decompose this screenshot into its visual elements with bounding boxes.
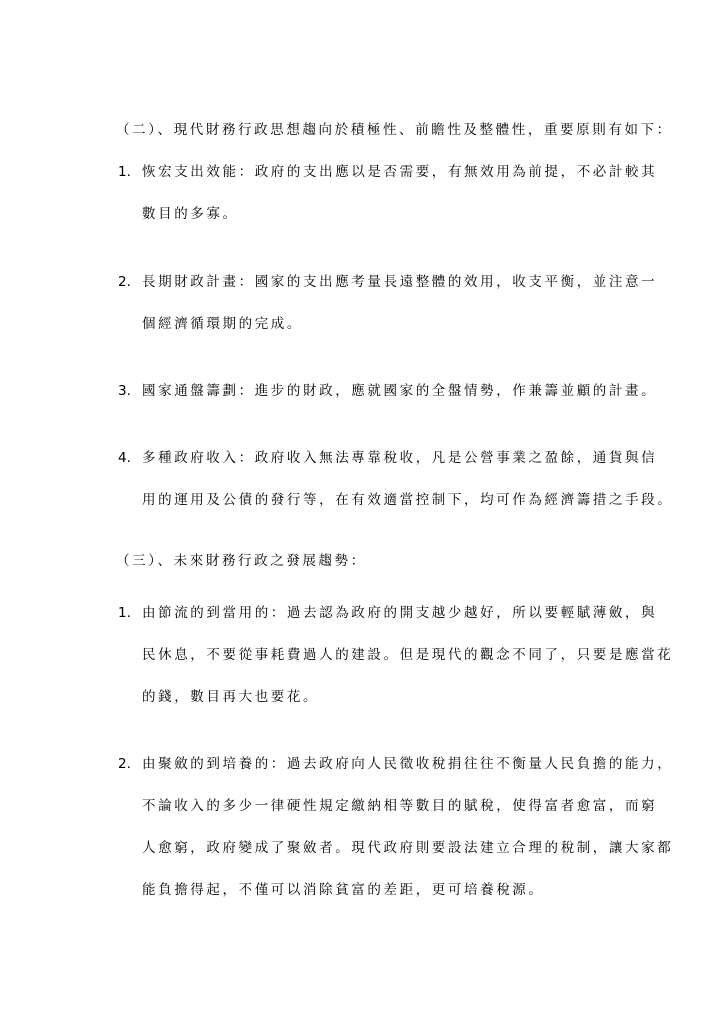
- list-number: 2.: [118, 274, 131, 290]
- list-item-text: 國家通盤籌劃：進步的財政，應就國家的全盤情勢，作兼籌並顧的計畫。: [142, 383, 658, 399]
- list-item-text: 恢宏支出效能：政府的支出應以是否需要，有無效用為前提，不必計較其: [142, 164, 658, 180]
- list-item-text: 的錢，數目再大也要花。: [142, 689, 320, 705]
- list-item-text: 數目的多寡。: [142, 206, 239, 222]
- section-heading: （三）、未來財務行政之發展趨勢：: [116, 553, 367, 569]
- list-item-text: 個經濟循環期的完成。: [142, 316, 303, 332]
- list-item-text: 由節流的到當用的：過去認為政府的開支越少越好，所以要輕賦薄斂，與: [142, 605, 658, 621]
- list-number: 2.: [118, 756, 131, 772]
- list-item-text: 民休息，不要從事耗費過人的建設。但是現代的觀念不同了，只要是應當花: [142, 647, 674, 663]
- section-heading: （二）、現代財務行政思想趨向於積極性、前瞻性及整體性，重要原則有如下：: [116, 122, 673, 138]
- list-item-text: 長期財政計畫：國家的支出應考量長遠整體的效用，收支平衡，並注意一: [142, 274, 658, 290]
- list-item-text: 用的運用及公債的發行等，在有效適當控制下，均可作為經濟籌措之手段。: [142, 492, 674, 508]
- list-item-text: 由聚斂的到培養的：過去政府向人民徵收稅捐往往不衡量人民負擔的能力，: [142, 756, 674, 772]
- list-item-text: 多種政府收入：政府收入無法專靠稅收，凡是公營事業之盈餘，通貨與信: [142, 450, 658, 466]
- list-number: 4.: [118, 450, 131, 466]
- list-number: 1.: [118, 164, 131, 180]
- list-item-text: 人愈窮，政府變成了聚斂者。現代政府則要設法建立合理的稅制，讓大家都: [142, 840, 674, 856]
- list-number: 3.: [118, 383, 131, 399]
- list-item-text: 能負擔得起，不僅可以消除貧富的差距，更可培養稅源。: [142, 882, 545, 898]
- list-number: 1.: [118, 605, 131, 621]
- list-item-text: 不論收入的多少一律硬性規定繳納相等數目的賦稅，使得富者愈富，而窮: [142, 798, 658, 814]
